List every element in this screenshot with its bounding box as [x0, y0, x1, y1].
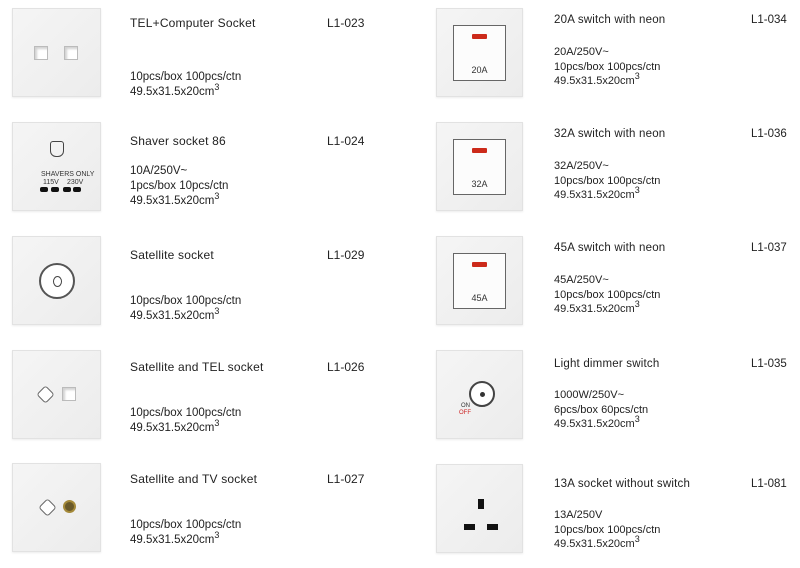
- product-name: Satellite and TV socket: [130, 472, 258, 486]
- switch-rocker-icon: [453, 139, 506, 195]
- product-image: [12, 8, 101, 97]
- product-code: L1-029: [327, 248, 365, 262]
- spec-line: 10pcs/box 100pcs/ctn: [554, 60, 661, 73]
- product-image: [12, 236, 101, 325]
- product-name: 32A switch with neon: [554, 128, 666, 140]
- spec-line: 10pcs/box 100pcs/ctn: [130, 71, 242, 83]
- neutral-pin-hole-icon: [487, 524, 498, 530]
- socket-hole-icon: [40, 187, 48, 192]
- spec-line: $49.5x31.5x20cm^3$: [554, 414, 640, 430]
- product-tel-computer-socket: [0, 0, 400, 100]
- satellite-connector-icon: [39, 263, 75, 299]
- rj-port-icon: [64, 46, 78, 60]
- right-column: [428, 0, 800, 568]
- neon-indicator-icon: [472, 148, 487, 153]
- live-pin-hole-icon: [464, 524, 475, 530]
- product-image: [436, 122, 523, 211]
- shaver-label: SHAVERS ONLY: [41, 171, 95, 178]
- spec-line: $49.5x31.5x20cm^3$: [130, 82, 220, 98]
- satellite-port-icon: [36, 385, 54, 403]
- product-specs: [130, 406, 241, 436]
- satellite-port-icon: [38, 498, 56, 516]
- product-code: L1-023: [327, 16, 365, 30]
- product-45a-switch: [428, 228, 800, 328]
- product-specs: [554, 508, 660, 552]
- product-specs: [554, 273, 660, 317]
- product-image: [12, 350, 101, 439]
- product-satellite-tel-socket: [0, 342, 400, 442]
- product-13a-socket: [428, 456, 800, 556]
- product-code: L1-026: [327, 360, 365, 374]
- spec-line: 10pcs/box 100pcs/ctn: [130, 295, 242, 307]
- earth-pin-hole-icon: [478, 499, 484, 509]
- spec-line: 10pcs/box 100pcs/ctn: [554, 174, 661, 187]
- product-image: [436, 236, 523, 325]
- amp-label: 45A: [471, 293, 488, 303]
- spec-line: 20A/250V~: [554, 46, 609, 58]
- product-specs: [554, 159, 660, 203]
- neon-indicator-icon: [472, 262, 487, 267]
- switch-rocker-icon: [453, 253, 506, 309]
- product-image: [12, 463, 101, 552]
- product-code: L1-036: [751, 128, 787, 140]
- product-image: [436, 350, 523, 439]
- product-shaver-socket: [0, 114, 400, 214]
- spec-line: $49.5x31.5x20cm^3$: [130, 418, 220, 434]
- rj-port-icon: [34, 46, 48, 60]
- product-20a-switch: [428, 0, 800, 100]
- shaver-volt-label: 115V: [43, 179, 59, 186]
- product-satellite-socket: [0, 228, 400, 328]
- tv-coax-icon: [63, 500, 76, 513]
- dimmer-knob-icon: [469, 381, 495, 407]
- product-code: L1-037: [751, 242, 787, 254]
- neon-indicator-icon: [472, 34, 487, 39]
- product-specs: [554, 45, 660, 89]
- product-name: Satellite and TEL socket: [130, 360, 264, 374]
- spec-line: $49.5x31.5x20cm^3$: [130, 306, 220, 322]
- dimmer-off-label: OFF: [459, 410, 471, 416]
- product-image: [436, 8, 523, 97]
- product-name: Shaver socket 86: [130, 134, 226, 148]
- spec-line: 10A/250V~: [130, 165, 188, 177]
- spec-line: 10pcs/box 100pcs/ctn: [130, 407, 242, 419]
- product-image: [436, 464, 523, 553]
- socket-hole-icon: [73, 187, 81, 192]
- spec-line: $49.5x31.5x20cm^3$: [554, 299, 640, 315]
- product-satellite-tv-socket: [0, 455, 400, 555]
- shaver-volt-label: 230V: [67, 179, 84, 186]
- spec-line: 1pcs/box 10pcs/ctn: [130, 180, 229, 192]
- socket-hole-icon: [63, 187, 71, 192]
- amp-label: 20A: [471, 65, 488, 75]
- spec-line: 13A/250V: [554, 509, 603, 521]
- product-code: L1-081: [751, 478, 787, 490]
- product-name: Satellite socket: [130, 248, 214, 262]
- product-32a-switch: [428, 114, 800, 214]
- rj-port-icon: [62, 387, 76, 401]
- product-code: L1-034: [751, 14, 787, 26]
- dimmer-on-label: ON: [461, 403, 470, 409]
- spec-line: 32A/250V~: [554, 160, 609, 172]
- product-specs: [130, 518, 241, 548]
- spec-line: 10pcs/box 100pcs/ctn: [554, 288, 661, 301]
- spec-line: 10pcs/box 100pcs/ctn: [554, 523, 661, 536]
- amp-label: 32A: [471, 179, 488, 189]
- spec-line: $49.5x31.5x20cm^3$: [130, 530, 220, 546]
- spec-line: $49.5x31.5x20cm^3$: [554, 71, 640, 87]
- product-specs: [554, 388, 648, 432]
- socket-hole-icon: [51, 187, 59, 192]
- spec-line: $49.5x31.5x20cm^3$: [130, 191, 220, 207]
- product-name: 45A switch with neon: [554, 242, 666, 254]
- product-light-dimmer: [428, 342, 800, 442]
- product-name: TEL+Computer Socket: [130, 16, 256, 30]
- product-code: L1-027: [327, 472, 365, 486]
- spec-line: 1000W/250V~: [554, 389, 625, 401]
- spec-line: 45A/250V~: [554, 274, 609, 286]
- product-code: L1-024: [327, 134, 365, 148]
- spec-line: $49.5x31.5x20cm^3$: [554, 185, 640, 201]
- product-code: L1-035: [751, 358, 787, 370]
- product-specs: [130, 70, 241, 100]
- product-image: [12, 122, 101, 211]
- product-name: 13A socket without switch: [554, 478, 691, 490]
- shaver-icon: [50, 141, 64, 157]
- product-name: 20A switch with neon: [554, 14, 666, 26]
- product-specs: [130, 164, 228, 209]
- product-specs: [130, 294, 241, 324]
- spec-line: 10pcs/box 100pcs/ctn: [130, 519, 242, 531]
- spec-line: 6pcs/box 60pcs/ctn: [554, 403, 649, 416]
- spec-line: $49.5x31.5x20cm^3$: [554, 534, 640, 550]
- switch-rocker-icon: [453, 25, 506, 81]
- product-name: Light dimmer switch: [554, 358, 660, 370]
